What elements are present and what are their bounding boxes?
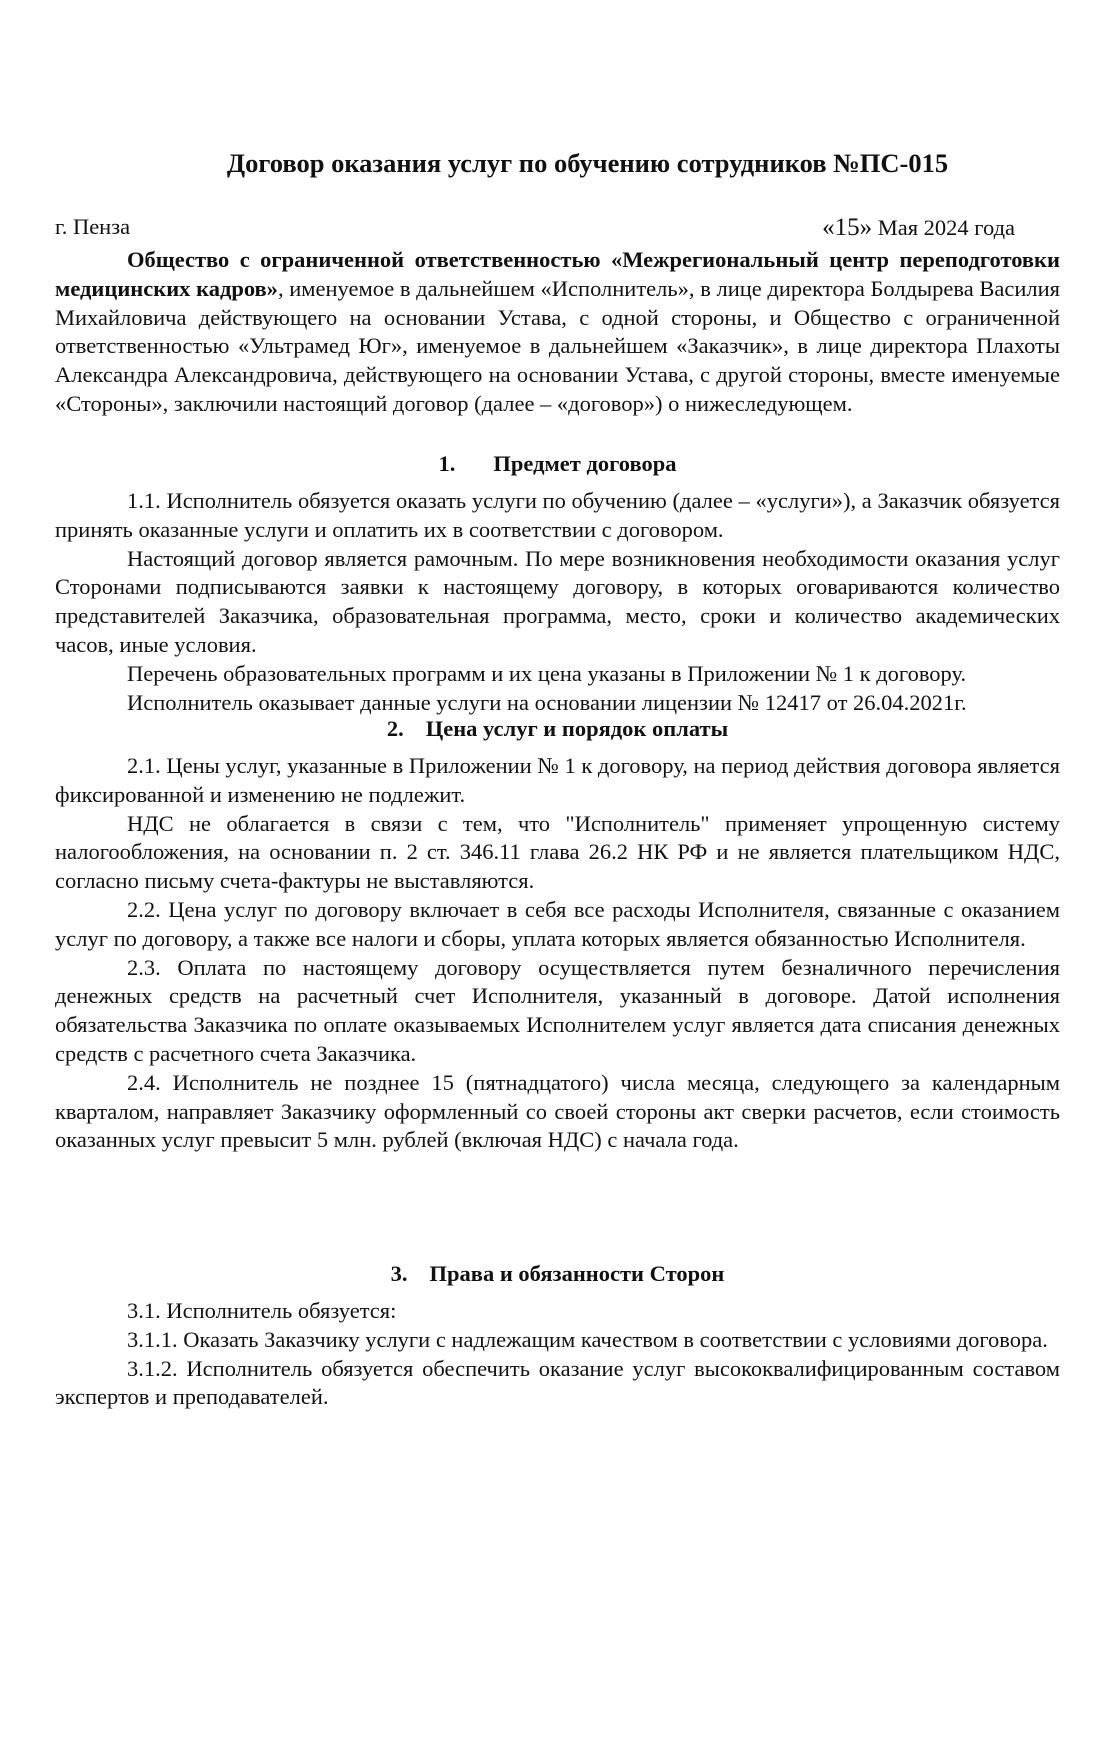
clause-2-4: 2.4. Исполнитель не позднее 15 (пятнадцатого) числа месяца, следующего за календарным кварталом, направляет Заказчику оформленный со своей стороны акт сверки расчетов, если стоимость оказанных услуг превысит 5 млн. рублей (включая НДС) с начала года. <box>55 1069 1060 1153</box>
section-3-heading <box>55 1260 1060 1288</box>
section-1-heading <box>55 450 1060 478</box>
section-3-body <box>55 1297 1060 1412</box>
preamble <box>55 246 1060 419</box>
section-1-number: 1. <box>438 451 456 476</box>
preamble-paragraph <box>55 246 1060 419</box>
section-2-heading <box>55 715 1060 743</box>
document-page <box>55 0 1060 1754</box>
clause-3-1-2: 3.1.2. Исполнитель обязуется обеспечить оказание услуг высококвалифицированным составом экспертов и преподавателей. <box>55 1355 1060 1410</box>
clause-1-1: 1.1. Исполнитель обязуется оказать услуги по обучению (далее – «услуги»), а Заказчик обязуется принять оказанные услуги и оплатить их в соответствии с договором. <box>55 488 1060 542</box>
section-1-body <box>55 487 1060 717</box>
clause-3-1-1: 3.1.1. Оказать Заказчику услуги с надлежащим качеством в соответствии с условиями договора. <box>127 1326 1048 1352</box>
executor-name: Общество с ограниченной ответственностью «Межрегиональный центр переподготовки медицинских кадров» <box>55 247 1060 301</box>
section-2-body <box>55 752 1060 1155</box>
section-3-title: Права и обязанности Сторон <box>429 1261 725 1286</box>
section-2-number: 2. <box>386 716 404 741</box>
section-1-title: Предмет договора <box>493 451 677 476</box>
clause-1-framework: Настоящий договор является рамочным. По мере возникновения необходимости оказания услуг Сторонами подписываются заявки к настоящему договору, в которых оговариваются количество представителей Заказчика, образовательная программа, место, сроки и количество академических часов, иные условия. <box>55 545 1060 657</box>
clause-2-3: 2.3. Оплата по настоящему договору осуществляется путем безналичного перечисления денежных средств на расчетный счет Исполнителя, указанный в договоре. Датой исполнения обязательства Заказчика по оплате оказываемых Исполнителем услуг является дата списания денежных средств с расчетного счета Заказчика. <box>55 954 1060 1066</box>
section-2-title: Цена услуг и порядок оплаты <box>425 716 729 741</box>
clause-1-programs: Перечень образовательных программ и их цена указаны в Приложении № 1 к договору. <box>127 660 967 686</box>
document-title: Договор оказания услуг по обучению сотрудников №ПС-015 <box>226 148 949 178</box>
clause-1-license: Исполнитель оказывает данные услуги на основании лицензии № 12417 от 26.04.2021г. <box>127 689 967 715</box>
place-date-row <box>55 214 1015 246</box>
contract-date <box>822 214 1015 242</box>
clause-2-1: 2.1. Цены услуг, указанные в Приложении № 1 к договору, на период действия договора является фиксированной и изменению не подлежит. <box>55 753 1060 807</box>
date-day: «15» <box>822 214 873 241</box>
clause-2-vat: НДС не облагается в связи с тем, что "Исполнитель" применяет упрощенную систему налогообложения, на основании п. 2 ст. 346.11 глава 26.2 НК РФ и не является плательщиком НДС, согласно письму счета-фактуры не выставляются. <box>55 810 1060 894</box>
section-3-number: 3. <box>390 1261 408 1286</box>
clause-2-2: 2.2. Цена услуг по договору включает в себя все расходы Исполнителя, связанные с оказанием услуг по договору, а также все налоги и сборы, уплата которых является обязанностью Исполнителя. <box>55 896 1060 951</box>
date-month-year: Мая 2024 года <box>872 215 1015 240</box>
preamble-text: , именуемое в дальнейшем «Исполнитель», в лице директора Болдырева Василия Михайловича действующего на основании Устава, с одной стороны, и Общество с ограниченной ответственностью «Ультрамед Юг», именуемое в дальнейшем «Заказчик», в лице директора Плахоты Александра Александровича, действующего на основании Устава, с другой стороны, вместе именуемые «Стороны», заключили настоящий договор (далее – «договор») о нижеследующем. <box>55 275 1060 416</box>
clause-3-1: 3.1. Исполнитель обязуется: <box>127 1298 397 1323</box>
city: г. Пенза <box>55 214 131 239</box>
